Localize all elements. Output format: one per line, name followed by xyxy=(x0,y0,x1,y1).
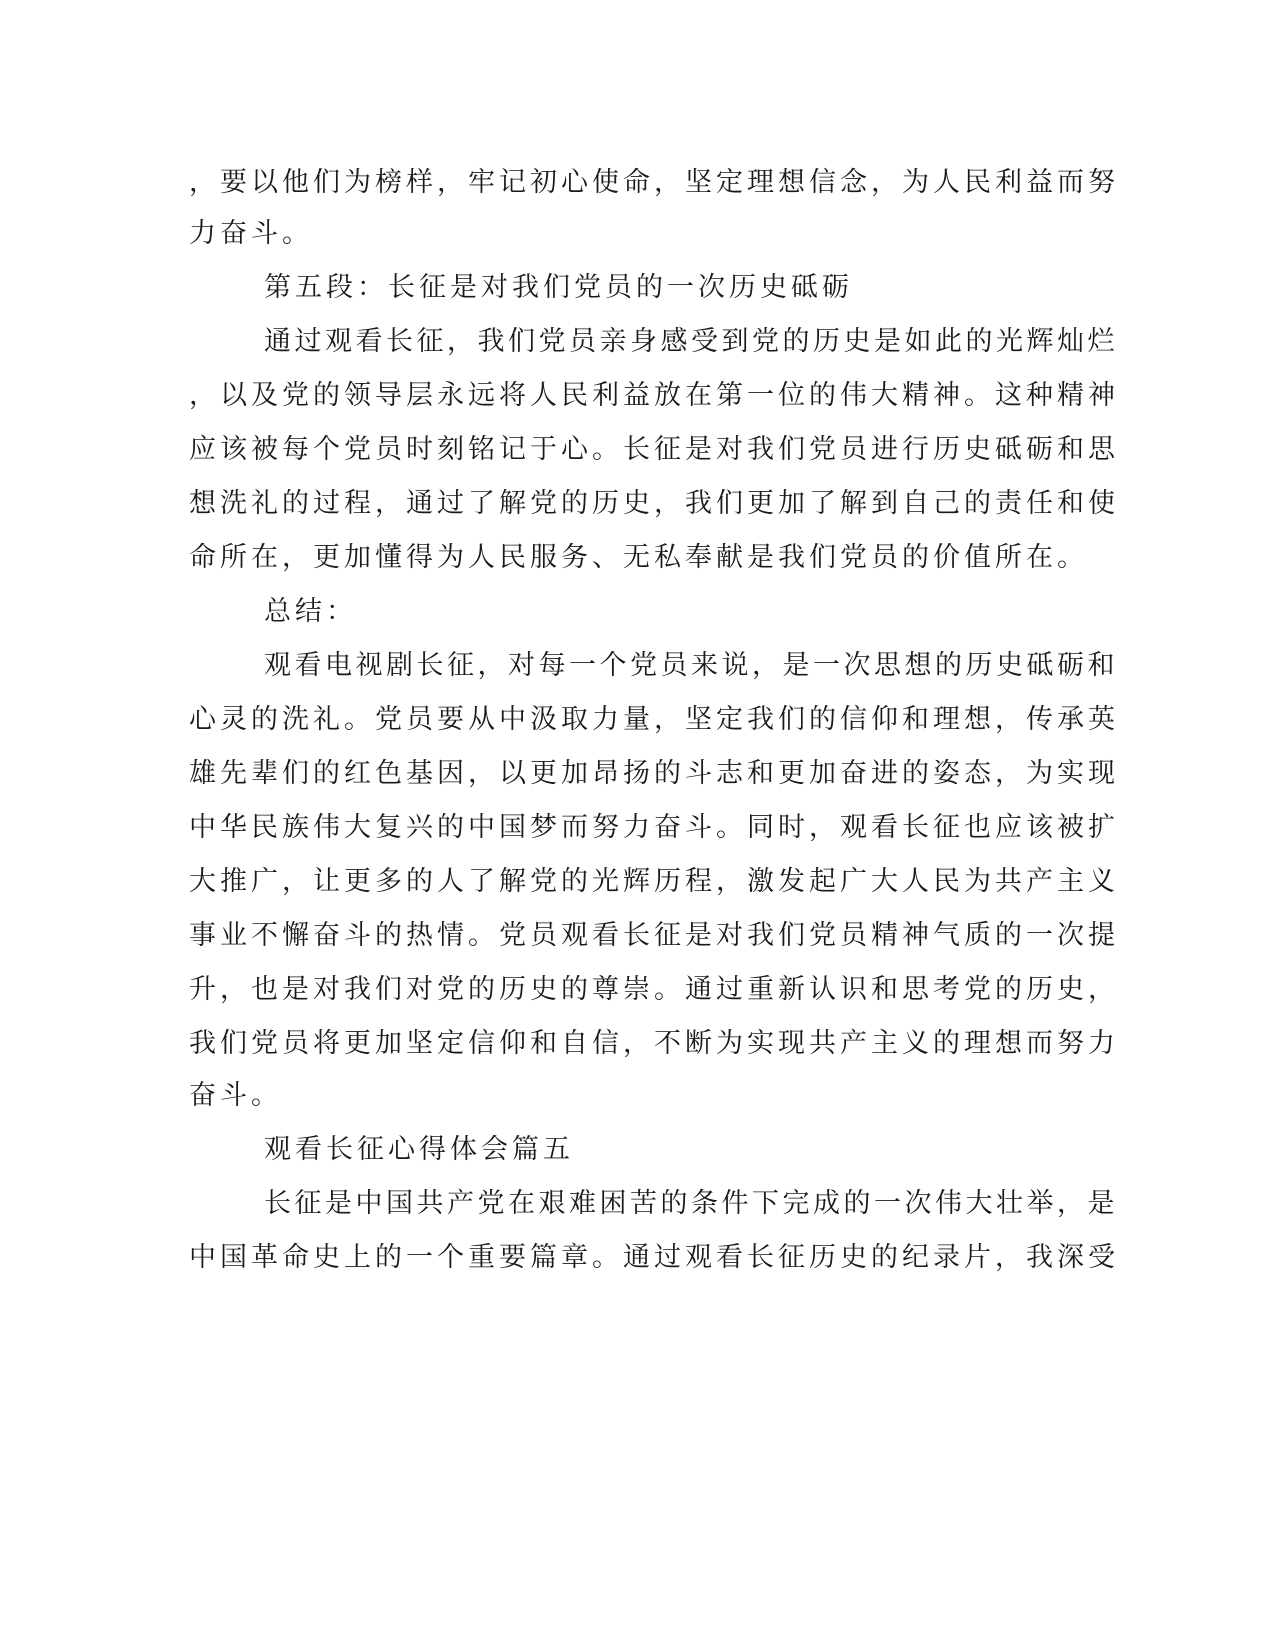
section-heading: 第五段：长征是对我们党员的一次历史砥砺 xyxy=(264,272,853,303)
paragraph-line: 中国革命史上的一个重要篇章。通过观看长征历史的纪录片，我深受 xyxy=(189,1242,1119,1273)
paragraph-line: 想洗礼的过程，通过了解党的历史，我们更加了解到自己的责任和使 xyxy=(189,488,1119,519)
paragraph-line: 奋斗。 xyxy=(189,1080,282,1111)
paragraph-line: 我们党员将更加坚定信仰和自信，不断为实现共产主义的理想而努力 xyxy=(189,1028,1119,1059)
paragraph-line: 大推广，让更多的人了解党的光辉历程，激发起广大人民为共产主义 xyxy=(189,866,1119,897)
paragraph-line: 中华民族伟大复兴的中国梦而努力奋斗。同时，观看长征也应该被扩 xyxy=(189,812,1119,843)
paragraph-line: 力奋斗。 xyxy=(189,218,313,249)
paragraph-line: 升，也是对我们对党的历史的尊崇。通过重新认识和思考党的历史， xyxy=(189,974,1119,1005)
paragraph-line: ，要以他们为榜样，牢记初心使命，坚定理想信念，为人民利益而努 xyxy=(189,167,1119,198)
paragraph-line: 雄先辈们的红色基因，以更加昂扬的斗志和更加奋进的姿态，为实现 xyxy=(189,758,1119,789)
paragraph-line: 观看电视剧长征，对每一个党员来说，是一次思想的历史砥砺和 xyxy=(264,650,1118,681)
paragraph-line: 心灵的洗礼。党员要从中汲取力量，坚定我们的信仰和理想，传承英 xyxy=(189,704,1119,735)
paragraph-line: 应该被每个党员时刻铭记于心。长征是对我们党员进行历史砥砺和思 xyxy=(189,434,1119,465)
paragraph-line: 长征是中国共产党在艰难困苦的条件下完成的一次伟大壮举，是 xyxy=(264,1188,1118,1219)
paragraph-line: 事业不懈奋斗的热情。党员观看长征是对我们党员精神气质的一次提 xyxy=(189,920,1119,951)
paragraph-line: ，以及党的领导层永远将人民利益放在第一位的伟大精神。这种精神 xyxy=(189,380,1119,411)
paragraph-line: 命所在，更加懂得为人民服务、无私奉献是我们党员的价值所在。 xyxy=(189,542,1088,573)
section-heading: 总结： xyxy=(264,596,357,627)
section-heading: 观看长征心得体会篇五 xyxy=(264,1134,574,1165)
paragraph-line: 通过观看长征，我们党员亲身感受到党的历史是如此的光辉灿烂 xyxy=(264,326,1118,357)
